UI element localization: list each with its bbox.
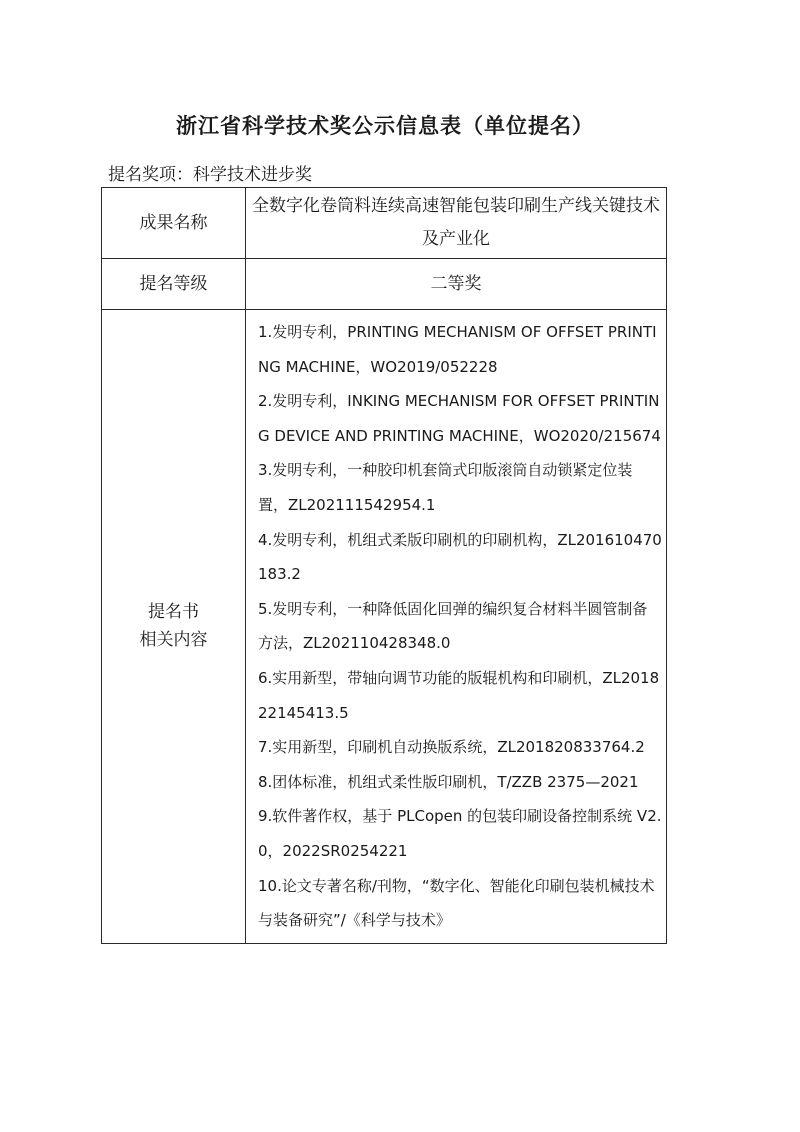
achievement-value: 全数字化卷筒料连续高速智能包装印刷生产线关键技术及产业化 xyxy=(246,188,667,259)
level-label: 提名等级 xyxy=(102,259,246,310)
achievement-label: 成果名称 xyxy=(102,188,246,259)
content-list xyxy=(258,315,662,938)
content-cell xyxy=(246,310,667,944)
list-item: 3.发明专利，一种胶印机套筒式印版滚筒自动锁紧定位装置，ZL202111542954.1 xyxy=(258,461,633,514)
list-item: 5.发明专利，一种降低固化回弹的编织复合材料半圆管制备方法，ZL202110428348.0 xyxy=(258,599,648,653)
table-row-achievement xyxy=(102,188,667,259)
award-line xyxy=(108,160,312,185)
list-item: 8.团体标准，机组式柔性版印刷机，T/ZZB 2375—2021 xyxy=(258,772,639,791)
award-value: 科学技术进步奖 xyxy=(193,165,312,185)
list-item: 6.实用新型，带轴向调节功能的版辊机构和印刷机，ZL201822145413.5 xyxy=(258,668,660,722)
info-table xyxy=(101,187,667,944)
list-item: 1.发明专利，PRINTING MECHANISM OF OFFSET PRINTING MACHINE，WO2019/052228 xyxy=(258,323,657,376)
level-value: 二等奖 xyxy=(246,259,667,310)
table-row-content xyxy=(102,310,667,944)
page-title: 浙江省科学技术奖公示信息表（单位提名） xyxy=(176,114,594,138)
list-item: 9.软件著作权，基于 PLCopen 的包装印刷设备控制系统 V2.0，2022SR0254221 xyxy=(258,807,662,860)
table-row-level xyxy=(102,259,667,310)
list-item: 7.实用新型，印刷机自动换版系统，ZL201820833764.2 xyxy=(258,738,645,757)
list-item: 10.论文专著名称/刊物，“数字化、智能化印刷包装机械技术与装备研究”/《科学与技术》 xyxy=(258,876,655,930)
list-item: 4.发明专利，机组式柔版印刷机的印刷机构，ZL201610470183.2 xyxy=(258,530,662,584)
content-label-line2: 相关内容 xyxy=(139,630,208,651)
list-item: 2.发明专利，INKING MECHANISM FOR OFFSET PRINTING DEVICE AND PRINTING MACHINE，WO2020/215674 xyxy=(258,392,661,445)
content-label-line1: 提名书 xyxy=(148,602,199,623)
content-label xyxy=(102,310,246,944)
award-label: 提名奖项： xyxy=(108,165,193,185)
